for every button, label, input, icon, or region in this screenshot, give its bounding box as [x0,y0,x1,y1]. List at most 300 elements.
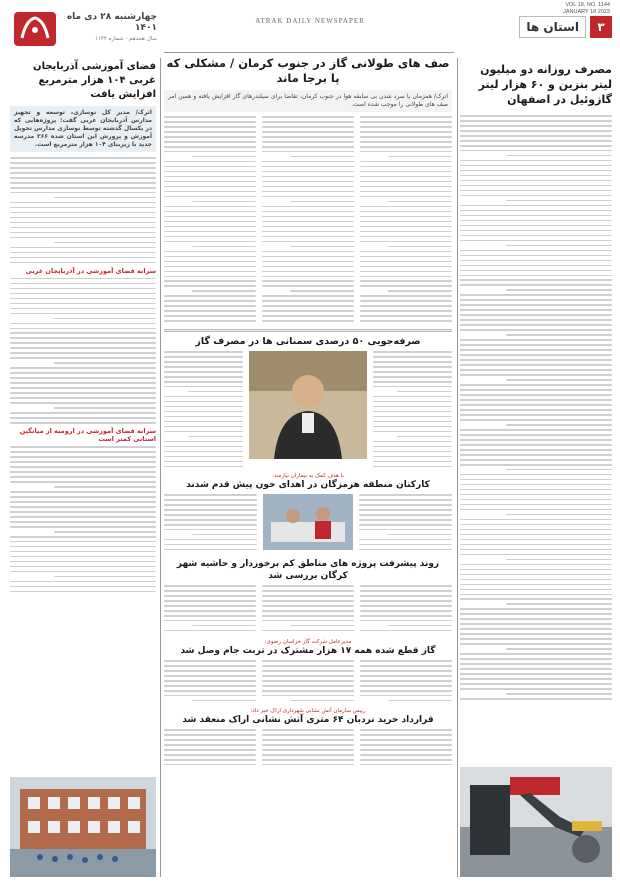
text-line [262,241,354,243]
text-line [373,351,452,353]
main-text-col-3 [164,116,256,326]
text-line [360,146,452,148]
story6-text-3 [164,729,256,773]
text-line [10,182,156,184]
text-line [460,125,612,127]
text-line [10,387,156,389]
text-line [10,422,156,424]
right-body-text [460,115,612,700]
text-line [164,221,256,223]
text-line [164,366,243,368]
text-line [373,386,452,388]
text-line [164,121,256,123]
text-line [360,315,452,317]
text-line [164,759,256,761]
text-line [360,670,452,672]
text-line [360,176,452,178]
text-line [262,295,354,297]
text-line [360,739,452,741]
text-line [164,266,256,268]
text-line [360,196,452,198]
text-line [460,319,612,321]
text-line [10,303,156,305]
text-line [460,673,612,675]
text-line [360,116,452,118]
text-line [10,212,156,214]
text-line [164,351,243,353]
text-line [164,305,256,307]
text-line [460,339,612,341]
text-line [164,456,243,458]
text-line [460,389,612,391]
text-line [460,364,612,366]
text-line [460,210,612,212]
text-line [192,201,256,203]
text-line [10,516,156,518]
text-line [506,648,612,650]
text-line [164,529,257,531]
text-line [192,625,256,627]
text-line [360,126,452,128]
story4-text [360,585,452,637]
text-line [460,454,612,456]
text-line [164,176,256,178]
story4-body [164,585,452,637]
text-line [10,451,156,453]
text-line [506,603,612,605]
text-line [164,141,256,143]
text-line [360,266,452,268]
text-line [290,700,354,702]
text-line [262,236,354,238]
text-line [460,160,612,162]
text-line [460,225,612,227]
text-line [10,377,156,379]
fuel-nozzle-icon [460,767,612,877]
text-line [164,519,257,521]
text-line [460,628,612,630]
text-line [10,172,156,174]
text-line [10,466,156,468]
text-line [388,201,452,203]
story6-headline: قرارداد خرید نردبان ۶۴ متری آتش نشانی اراک منعقد شد [182,715,434,725]
text-line [460,683,612,685]
text-line [262,320,354,322]
text-line [10,222,156,224]
text-line [460,569,612,571]
story2-text-2 [164,351,243,471]
text-line [164,226,256,228]
text-line [360,171,452,173]
text-line [460,434,612,436]
text-line [360,131,452,133]
text-line [262,665,354,667]
text-line [188,391,243,393]
text-line [10,372,156,374]
text-line [460,529,612,531]
text-line [360,610,452,612]
left-subhead-2: سرانه فضای آموزشی در ارومیه از میانگین استانی کمتر است [19,427,156,444]
text-line [164,421,243,423]
text-line [262,734,354,736]
text-line [54,242,156,244]
text-line [360,271,452,273]
text-line [373,416,452,418]
text-line [164,251,256,253]
main-headline: صف های طولانی گاز در جنوب کرمان / مشکلی که پا برجا ماند [166,56,450,85]
text-line [10,227,156,229]
text-line [164,196,256,198]
text-line [262,256,354,258]
text-line [460,220,612,222]
text-line [460,698,612,700]
text-line [460,275,612,277]
text-line [164,236,256,238]
story3-text [359,494,452,554]
text-line [262,131,354,133]
text-line [373,406,452,408]
text-line [360,675,452,677]
text-line [460,534,612,536]
text-line [460,299,612,301]
text-line [164,256,256,258]
text-line [262,754,354,756]
text-line [460,314,612,316]
column-divider-right [457,58,458,877]
text-line [164,744,256,746]
text-line [10,471,156,473]
text-line [460,474,612,476]
text-line [262,181,354,183]
text-line [10,207,156,209]
text-line [262,161,354,163]
text-line [360,764,452,766]
text-line [460,613,612,615]
text-line [359,549,452,551]
text-line [10,332,156,334]
text-line [460,564,612,566]
text-line [10,491,156,493]
text-line [164,161,256,163]
text-line [373,396,452,398]
text-line [262,231,354,233]
text-line [164,320,256,322]
donation-photo-icon [263,494,353,550]
main-text-col-1 [360,116,452,326]
text-line [359,519,452,521]
text-line [164,630,256,632]
text-line [460,658,612,660]
text-line [460,304,612,306]
text-line [164,241,256,243]
column-divider-left [160,58,161,877]
text-line [164,216,256,218]
text-line [164,386,243,388]
text-line [10,192,156,194]
text-line [164,406,243,408]
story2-text [373,351,452,471]
text-line [188,436,243,438]
page-number: ۳ [590,16,612,38]
text-line [360,276,452,278]
text-line [373,361,452,363]
story5-text-3 [164,660,256,706]
text-line [360,181,452,183]
text-line [192,156,256,158]
text-line [460,499,612,501]
story4-text-3 [164,585,256,637]
text-line [10,581,156,583]
text-line [388,625,452,627]
text-line [10,308,156,310]
text-line [10,337,156,339]
text-line [10,591,156,593]
main-text-col-2 [262,116,354,326]
text-line [460,643,612,645]
text-line [460,653,612,655]
text-line [460,668,612,670]
text-line [164,670,256,672]
text-line [506,155,612,157]
story3-body [164,494,452,554]
story3-kicker: با هدف کمک به بیماران نیازمند: [272,473,344,479]
text-line [262,739,354,741]
text-line [262,670,354,672]
text-line [10,501,156,503]
text-line [164,431,243,433]
text-line [262,271,354,273]
left-headline: فضای آموزشی آذربایجان غربی ۱۰۴ هزار مترمربع افزایش یافت [33,61,156,100]
text-line [360,261,452,263]
text-line [10,526,156,528]
text-line [360,605,452,607]
text-line [360,251,452,253]
text-line [164,396,243,398]
text-line [360,236,452,238]
text-line [359,524,452,526]
text-line [10,566,156,568]
text-line [164,411,243,413]
text-line [360,241,452,243]
right-headline: مصرف روزانه دو میلیون لیتر بنزین و ۶۰ هزار لیتر گازوئیل در اصفهان [478,63,612,106]
text-line [262,630,354,632]
text-line [164,734,256,736]
text-line [164,371,243,373]
text-line [10,412,156,414]
right-column [460,58,612,877]
text-line [359,514,452,516]
text-line [164,401,243,403]
text-line [360,136,452,138]
text-line [262,280,354,282]
text-line [360,231,452,233]
text-line [460,623,612,625]
text-line [506,200,612,202]
text-line [262,675,354,677]
text-line [262,186,354,188]
text-line [164,451,243,453]
text-line [10,288,156,290]
text-line [10,262,156,264]
text-line [360,729,452,731]
text-line [164,211,256,213]
text-line [164,600,256,602]
text-line [460,579,612,581]
text-line [460,589,612,591]
text-line [164,151,256,153]
text-line [262,166,354,168]
text-line [460,240,612,242]
text-line [360,211,452,213]
text-line [460,598,612,600]
text-line [290,290,354,292]
text-line [164,764,256,766]
text-line [10,187,156,189]
text-line [164,116,256,118]
text-line [360,665,452,667]
text-line [262,695,354,697]
text-line [360,744,452,746]
text-line [460,633,612,635]
volume-line: VOL 18, NO. 1144 [565,2,610,8]
text-line [164,514,257,516]
text-line [164,136,256,138]
text-line [10,313,156,315]
text-line [360,295,452,297]
text-line [262,216,354,218]
text-line [164,620,256,622]
text-line [10,257,156,259]
text-line [460,130,612,132]
middle-column [164,30,452,877]
text-line [10,546,156,548]
text-line [164,539,257,541]
text-line [164,376,243,378]
text-line [373,446,452,448]
text-line [460,419,612,421]
text-line [164,171,256,173]
text-line [164,146,256,148]
text-line [373,356,452,358]
text-line [262,146,354,148]
text-line [359,509,452,511]
text-line [373,366,452,368]
text-line [262,171,354,173]
text-line [290,201,354,203]
text-line [460,544,612,546]
text-line [10,357,156,359]
text-line [164,271,256,273]
text-line [460,549,612,551]
date-line-en: JANUARY 18 2023 [563,9,610,15]
text-line [460,344,612,346]
text-line [164,754,256,756]
text-line [359,499,452,501]
text-line [360,759,452,761]
text-line [360,141,452,143]
text-line [10,217,156,219]
text-line [164,499,257,501]
text-line [397,436,452,438]
text-line [460,439,612,441]
text-line [460,175,612,177]
story4-text-2 [262,585,354,637]
text-line [262,136,354,138]
text-line [360,749,452,751]
text-line [262,226,354,228]
text-line [54,486,156,488]
text-line [164,695,256,697]
text-line [460,230,612,232]
text-line [262,221,354,223]
text-line [10,397,156,399]
text-line [10,511,156,513]
text-line [460,608,612,610]
text-line [460,165,612,167]
text-line [460,618,612,620]
text-line [360,191,452,193]
logo-area [12,8,162,60]
text-line [164,615,256,617]
text-line [10,328,156,330]
text-line [10,402,156,404]
text-line [164,426,243,428]
text-line [460,539,612,541]
text-line [164,595,256,597]
text-line [360,305,452,307]
text-line [262,310,354,312]
text-line [262,759,354,761]
text-line [164,590,256,592]
text-line [10,551,156,553]
text-line [373,401,452,403]
text-line [460,279,612,281]
story3-text-2 [164,494,257,554]
text-line [360,600,452,602]
text-line [192,534,257,536]
text-line [460,185,612,187]
text-line [164,310,256,312]
story5-kicker: مدیرعامل شرکت گاز خراسان رضوی: [264,639,352,645]
text-line [460,409,612,411]
text-line [460,115,612,117]
text-line [360,320,452,322]
atrak-logo-icon [12,8,58,50]
left-column [10,60,156,877]
text-line [54,197,156,199]
text-line [460,359,612,361]
text-line [262,600,354,602]
text-line [262,300,354,302]
text-line [10,481,156,483]
text-line [460,504,612,506]
text-line [460,270,612,272]
text-line [192,700,256,702]
text-line [360,630,452,632]
text-line [10,571,156,573]
text-line [460,369,612,371]
text-line [359,504,452,506]
text-line [10,342,156,344]
text-line [164,675,256,677]
text-line [460,444,612,446]
text-line [262,191,354,193]
text-line [54,362,156,364]
story4-headline: روند پیشرفت پروژه های مناطق کم برخوردار و حاشیه شهر کرگان بررسی شد [176,559,440,581]
text-line [262,176,354,178]
text-line [10,202,156,204]
main-lede: اترک/ همزمان با سرد شدن بی سابقه هوا در جنوب کرمان، تقاضا برای سیلندرهای گاز افزایش یافته و همین امر صف های طولانی را موجب شده است. [164,90,452,112]
